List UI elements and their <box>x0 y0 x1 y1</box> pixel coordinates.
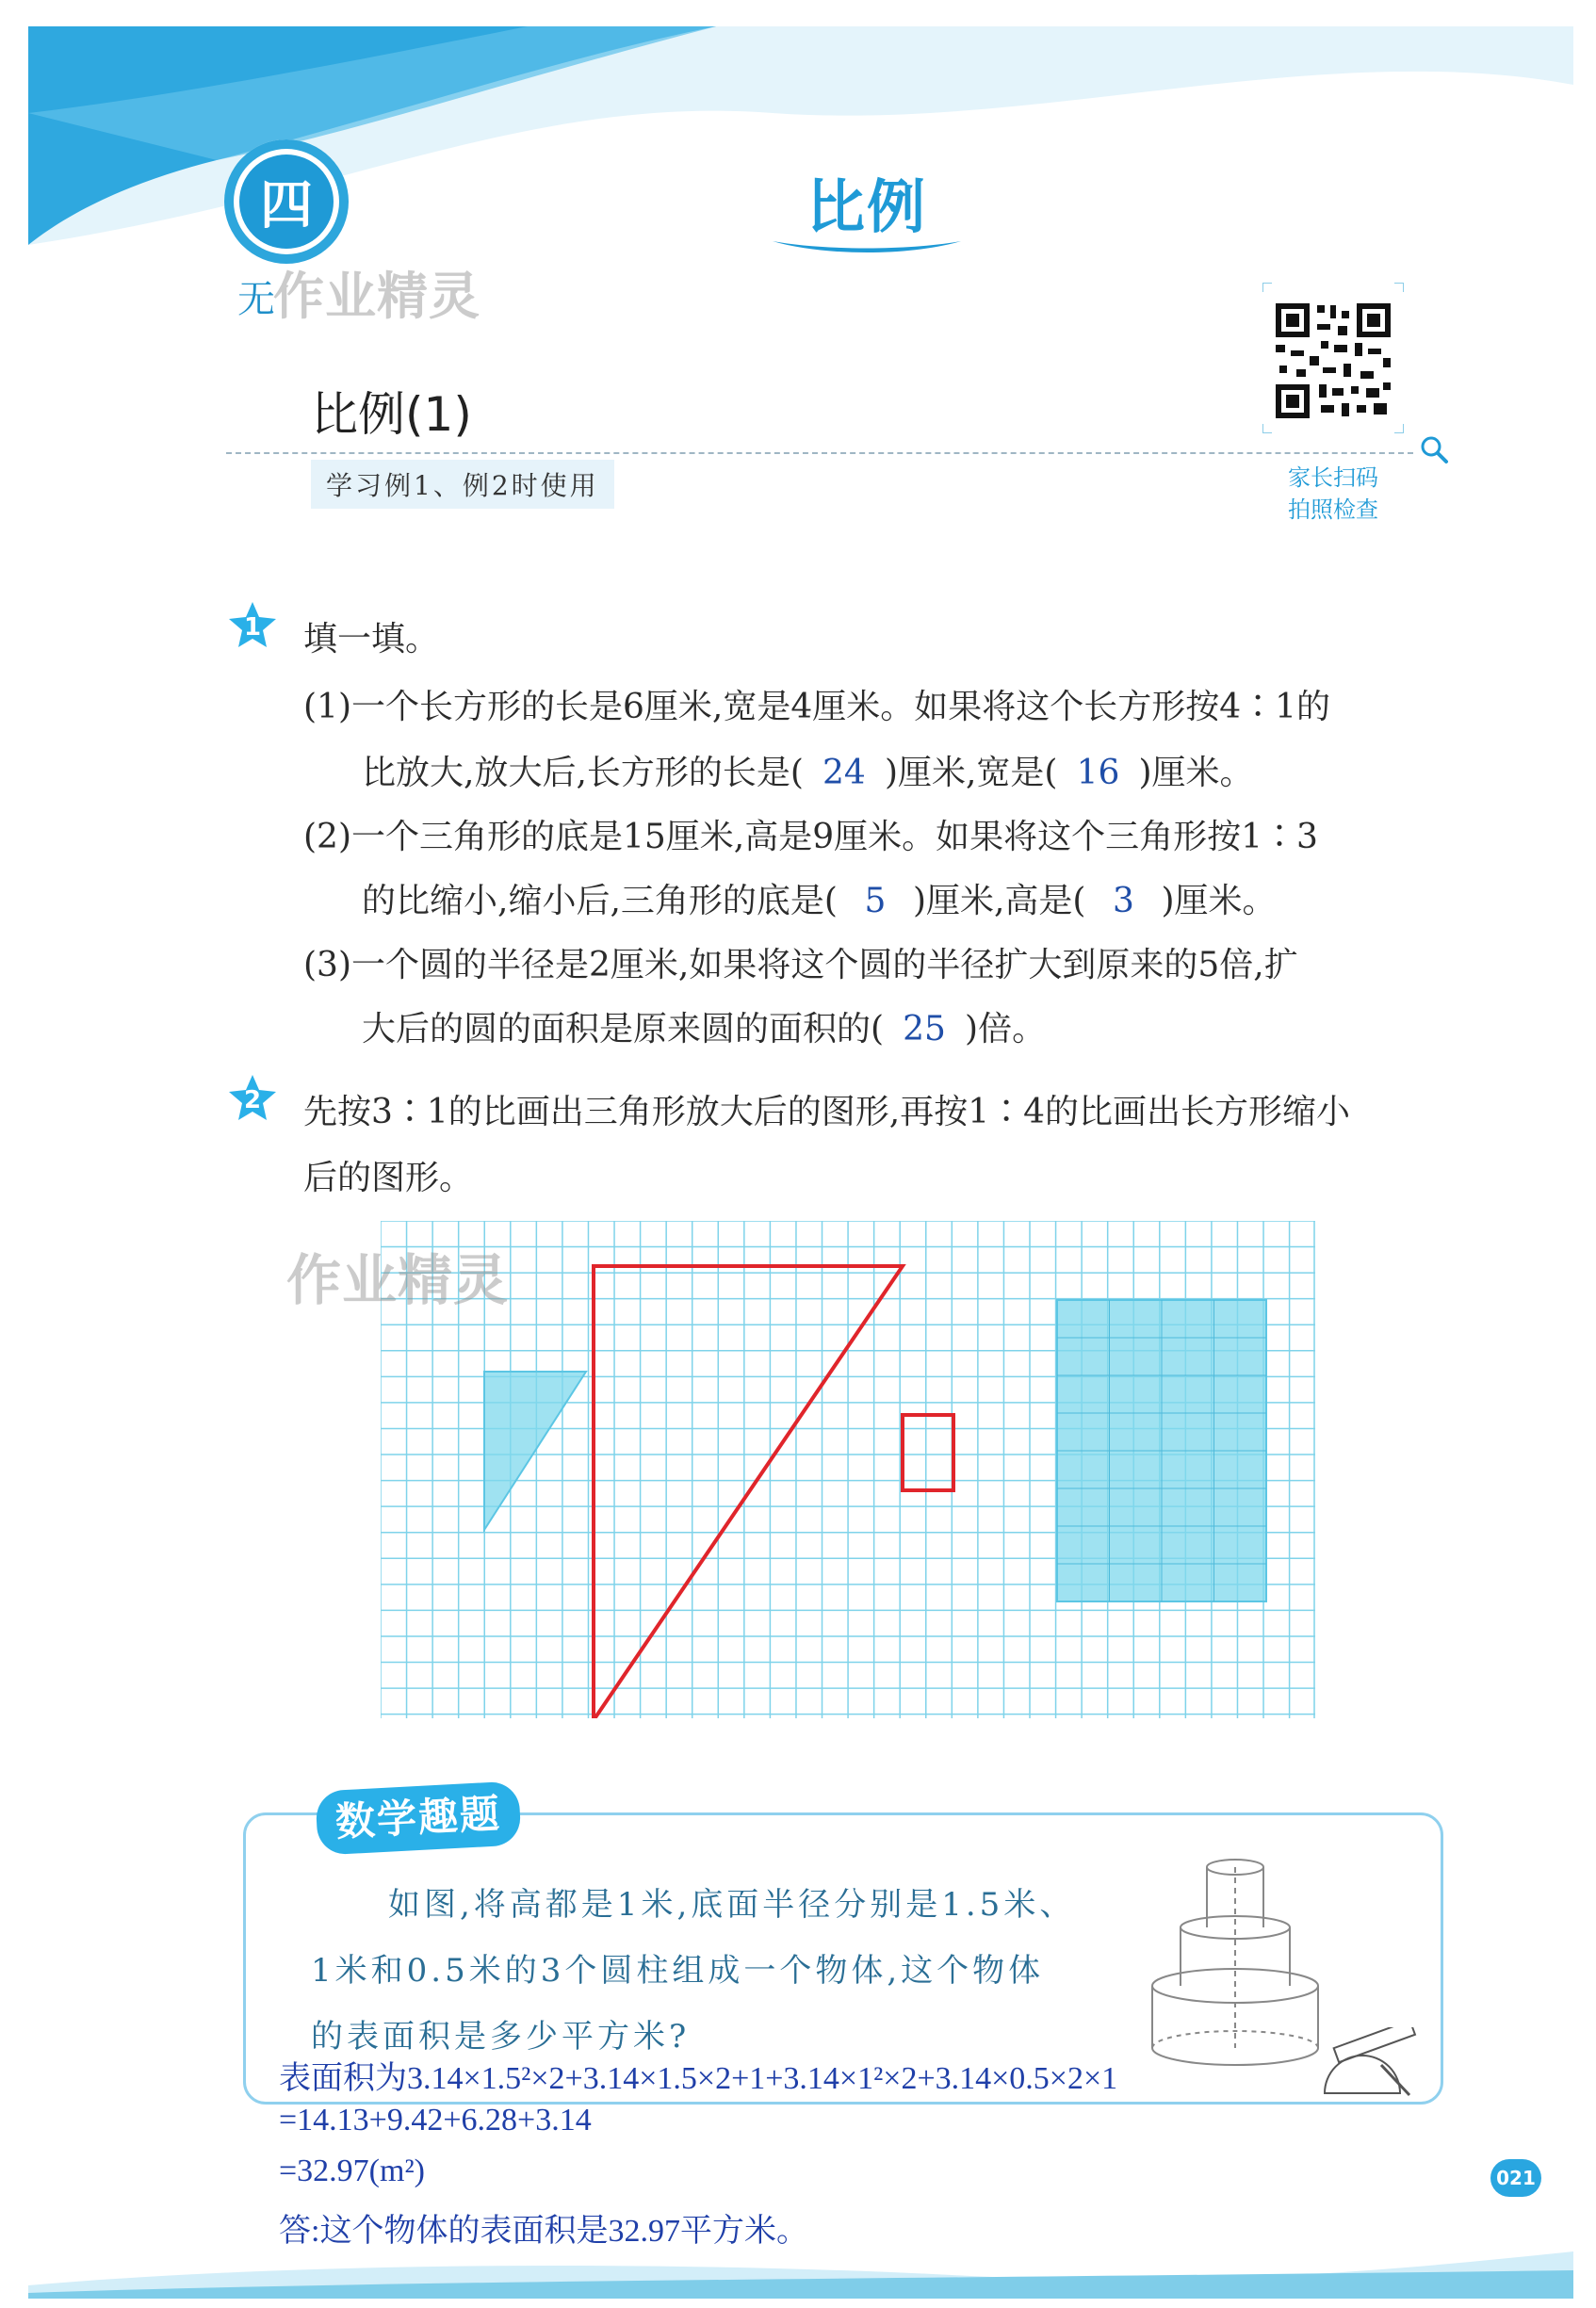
q1-part3-text-a: 大后的圆的面积是原来圆的面积的( <box>362 1010 885 1048</box>
q1-part1-text-b: )厘米,宽是( <box>884 754 1058 792</box>
fun-text-line2: 1米和0.5米的3个圆柱组成一个物体,这个物体 <box>311 1952 1045 1990</box>
q2-line1: 先按3∶1的比画出三角形放大后的图形,再按1∶4的比画出长方形缩小 <box>303 1093 1351 1131</box>
answer-line2: =14.13+9.42+6.28+3.14 <box>279 2103 592 2137</box>
qr-caption <box>1262 462 1404 526</box>
unit-number: 四 <box>239 154 334 249</box>
fun-problem-badge: 数学趣题 <box>315 1780 521 1855</box>
q1-part2-text-b: )厘米,高是( <box>912 882 1086 920</box>
title-swoosh <box>768 236 966 256</box>
chapter-title: 比例 <box>806 172 927 241</box>
qr-caption-line2: 拍照检查 <box>1288 496 1378 523</box>
fun-text-line3: 的表面积是多少平方米? <box>311 2018 691 2056</box>
q1-part2-answer-base[interactable]: 5 <box>864 882 887 920</box>
grid-watermark: 作业精灵 <box>286 1248 510 1312</box>
q1-prompt: 填一填。 <box>303 620 440 658</box>
q1-part1-answer-width[interactable]: 16 <box>1076 754 1120 792</box>
q1-part1-line1: (1)一个长方形的长是6厘米,宽是4厘米。如果将这个长方形按4∶1的 <box>303 688 1331 726</box>
fun-text-line1: 如图,将高都是1米,底面半径分别是1.5米、 <box>388 1886 1076 1924</box>
q1-part3-line1: (3)一个圆的半径是2厘米,如果将这个圆的半径扩大到原来的5倍,扩 <box>303 946 1298 984</box>
q1-part1-line2 <box>362 746 1254 794</box>
search-icon <box>1418 433 1450 465</box>
lesson-title: 比例(1) <box>311 387 472 442</box>
qr-caption-line1: 家长扫码 <box>1288 464 1378 491</box>
unit-number-badge <box>224 139 349 264</box>
question-1-star-icon <box>226 599 279 652</box>
watermark: 作业精灵 <box>273 267 480 326</box>
usage-tag: 学习例1、例2时使用 <box>311 460 614 509</box>
page-number: 021 <box>1490 2159 1541 2197</box>
q1-part1-answer-length[interactable]: 24 <box>822 754 866 792</box>
q1-part3-answer[interactable]: 25 <box>903 1010 946 1048</box>
answer-line4: 答:这个物体的表面积是32.97平方米。 <box>279 2214 808 2249</box>
q1-part3-text-b: )倍。 <box>965 1010 1047 1048</box>
ruler-protractor-icon <box>1315 2027 1419 2103</box>
q1-part2-answer-height[interactable]: 3 <box>1113 882 1134 920</box>
q1-part3-line2 <box>362 1002 1046 1050</box>
reduced-rectangle <box>903 1415 953 1490</box>
original-rectangle <box>1057 1300 1266 1601</box>
watermark-prefix: 无 <box>237 278 275 321</box>
q1-part2-line1: (2)一个三角形的底是15厘米,高是9厘米。如果将这个三角形按1∶3 <box>303 818 1318 856</box>
q1-part2-text-a: 的比缩小,缩小后,三角形的底是( <box>362 882 838 920</box>
answer-line1: 表面积为3.14×1.5²×2+3.14×1.5×2+1+3.14×1²×2+3.14×0.5×2×1 <box>279 2061 1118 2096</box>
drawing-grid[interactable] <box>381 1221 1315 1718</box>
divider <box>226 452 1413 454</box>
q1-part1-text-c: )厘米。 <box>1138 754 1254 792</box>
q1-part2-line2 <box>362 874 1277 922</box>
q2-line2: 后的图形。 <box>303 1159 474 1197</box>
answer-line3: =32.97(m²) <box>279 2154 425 2188</box>
question-2-star-icon <box>226 1072 279 1125</box>
question-2-number: 2 <box>243 1086 262 1114</box>
stacked-cylinders-figure <box>1146 1846 1325 2072</box>
qr-code[interactable] <box>1262 283 1404 433</box>
question-1-number: 1 <box>243 613 262 642</box>
q1-part1-text-a: 比放大,放大后,长方形的长是( <box>362 754 804 792</box>
footer-band <box>28 2251 1573 2299</box>
q1-part2-text-c: )厘米。 <box>1161 882 1277 920</box>
